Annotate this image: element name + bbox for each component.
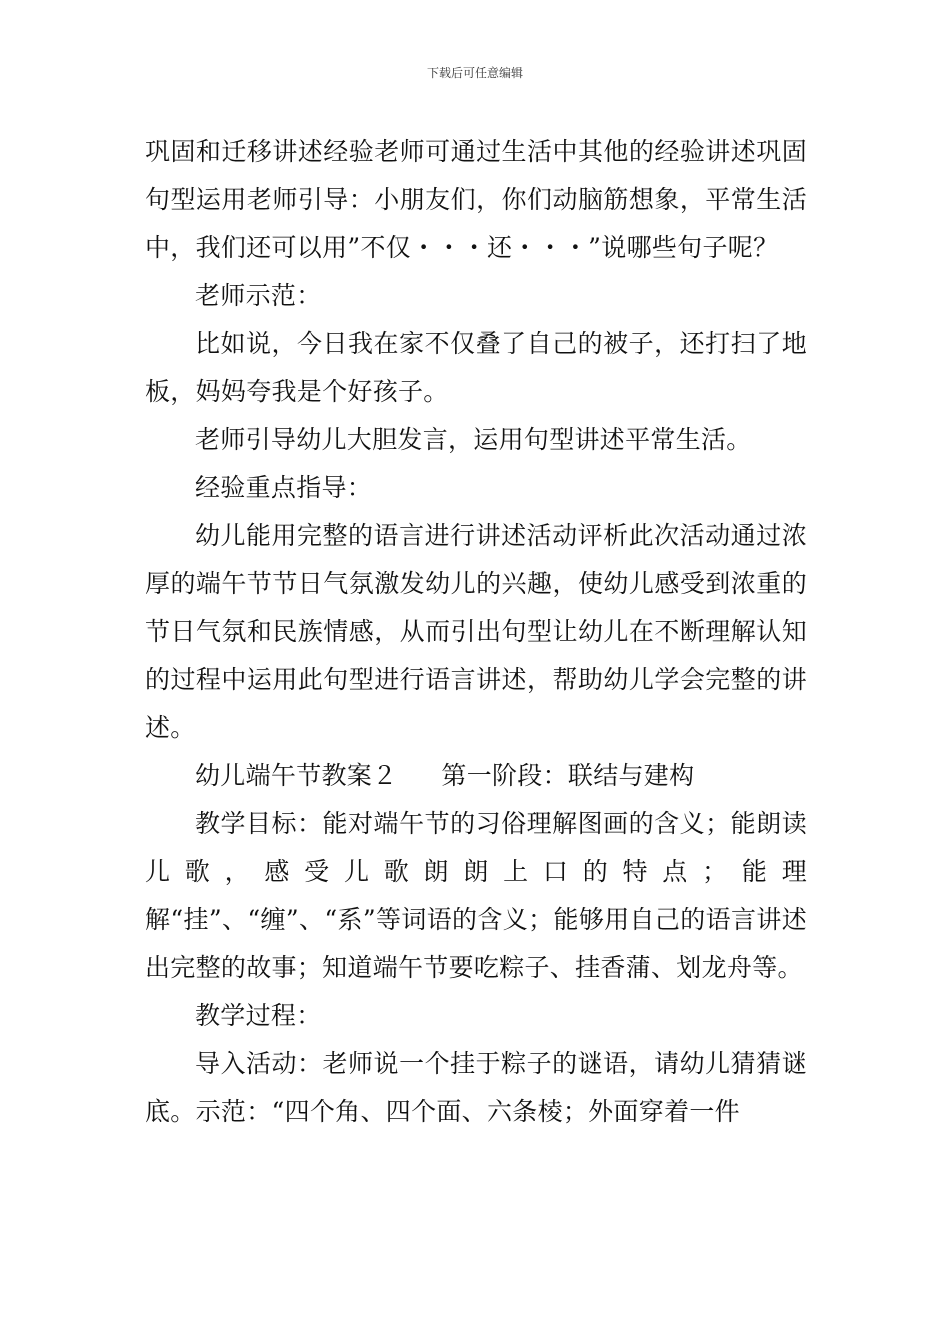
paragraph: 巩固和迁移讲述经验老师可通过生活中其他的经验讲述巩固句型运用老师引导：小朋友们，你们动脑筋想象，平常生活中，我们还可以用”不仅・・・还・・・”说哪些句子呢？ — [145, 137, 807, 262]
paragraph: 老师示范： — [195, 281, 322, 310]
section-title: 幼儿端午节教案２ — [195, 761, 398, 790]
paragraph: 教学过程： — [195, 1001, 322, 1030]
paragraph: 比如说，今日我在家不仅叠了自己的被子，还打扫了地板，妈妈夸我是个好孩子。 — [145, 329, 807, 406]
paragraph: 导入活动：老师说一个挂于粽子的谜语，请幼儿猜猜谜底。示范：“四个角、四个面、六条棱；外面穿着一件 — [145, 1049, 807, 1126]
paragraph: 幼儿能用完整的语言进行讲述活动评析此次活动通过浓厚的端午节节日气氛激发幼儿的兴趣，使幼儿感受到浓重的节日气氛和民族情感，从而引出句型让幼儿在不断理解认知的过程中运用此句型进行语言讲述，帮助幼儿学会完整的讲述。 — [145, 521, 807, 742]
section-heading — [145, 752, 807, 800]
document-body — [145, 128, 807, 1136]
section-subtitle: 第一阶段：联结与建构 — [441, 761, 695, 790]
page-header: 下载后可任意编辑 — [426, 66, 523, 80]
paragraph: 教学目标：能对端午节的习俗理解图画的含义；能朗读儿歌，感受儿歌朗朗上口的特点；能理解“挂”、“缠”、“系”等词语的含义；能够用自己的语言讲述出完整的故事；知道端午节要吃粽子、挂香蒲、划龙舟等。 — [145, 809, 807, 982]
paragraph: 老师引导幼儿大胆发言，运用句型讲述平常生活。 — [195, 425, 752, 454]
paragraph: 经验重点指导： — [195, 473, 373, 502]
